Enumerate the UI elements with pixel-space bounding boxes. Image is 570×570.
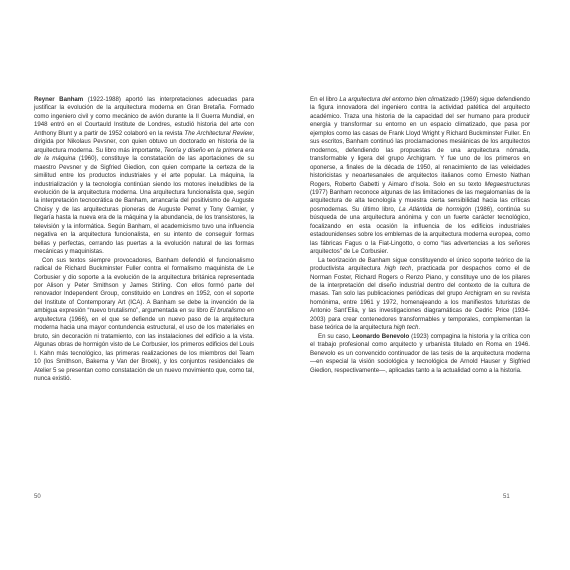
text-run: , dirigida por Nikolaus Pevsner, con quien obtuvo un doctorado en historia de la arquitectura moderna. Su libro más importante, (34, 129, 255, 154)
text-run: (1960), constituye la constatación de las aportaciones de su maestro Pevsner y de Sigfried Giedion, con quien comparte la certeza de la similitud entre los productos industriales y el arte popular. La máquina, la industrialización y la tecnología continúan siendo los motores ineludibles de la evolución de la arquitectura moderna. Una arquitectura funcionalista que, según la interpretación tecnocrática de Banham, arrancaría del positivismo de Auguste Choisy y de las arquitecturas pioneras de Auguste Perret y Tony Garnier, y llegaría hasta la nueva era de la máquina y la abundancia, de los transistores, la televisión y la informática. Según Banham, el academicismo tuvo una influencia negativa en la arquitectura funcionalista, en su intento de conseguir formas bellas y perfectas, cerrando las puertas a la evolución natural de las formas mecánicas y maquinistas. (34, 155, 254, 256)
text-run: (1969) sigue defendiendo la figura innovadora del ingeniero contra la actividad patética del arquitecto académico. Traza una historia de la capacidad del ser humano para producir energía y transformar su entorno en un espacio climatizado, que pasa por ejemplos como las casas de Frank Lloyd Wright y Richard Buckminster Fuller. En sus escritos, Banham continuó las proclamaciones mesiánicas de los arquitectos modernos, defendiendo las propuestas de una arquitectura nómada, transformable y ligera del grupo Archigram. Y fue uno de los primeros en oponerse, a finales de la década de 1950, al renacimiento de las veleidades historicistas y neoartesanales de arquitectos italianos como Ernesto Nathan Rogers, Roberto Gabetti y Aimaro d’Isola. Solo en su texto (310, 96, 531, 188)
text-run: Con sus textos siempre provocadores, Banham defendió el funcionalismo radical de Richard Buckminster Fuller contra el formalismo maquinista de Le Corbusier y dio soporte a la evolución de la arquitectura británica representada por Alison y Peter Smithson y James Stirling. Con ellos formó parte del renovador Independent Group, constituido en Londres en 1952, con el soporte del Institute of Contemporary Art (ICA). A Banham se debe la invención de la ambigua expresión “nuevo brutalismo”, argumentada en su libro (34, 256, 254, 315)
italic-title: Teoría y diseño en la primera era de la máquina (34, 146, 254, 163)
text-run: (1977) Banham reconoce algunas de las limitaciones de las megalomanías de la arquitectura de alta tecnología y muestra cierta sensibilidad hacia las críticas posmodernas. Su último libro, (310, 188, 530, 213)
italic-title: The Architectural Review (184, 129, 253, 137)
text-run: , practicada por despachos como el de Norman Foster, Richard Rogers o Renzo Piano, y constituye uno de los pilares de la interpretación del diseño industrial dentro del contexto de la cultura de masas. Tan solo las publicaciones periódicas del grupo Archigram en su revista homónima, entre 1961 y 1972, homenajeando a los manifiestos futuristas de Antonio Sant’Elia, y las investigaciones diagramáticas de Cedric Price (1934-2003) para crear contenedores transformables y temporales, complementan la base teórica de la arquitectura (310, 265, 530, 332)
right-page (310, 96, 530, 375)
text-run: (1922-1988) aportó las interpretaciones adecuadas para justificar la evolución de la arquitectura moderna en Gran Bretaña. Formado como ingeniero civil y como mecánico de avión durante la II Guerra Mundial, en 1948 entró en el Courtauld Institute de Londres, estudió historia del arte con Anthony Blunt y a partir de 1952 colaboró en la revista (34, 96, 254, 137)
italic-title: high tech (393, 324, 419, 332)
text-run: (1966), en el que se defiende un nuevo paso de la arquitectura moderna hacia una mayor contundencia estructural, el uso de los materiales en bruto, sin decoración ni tratamiento, con las instalaciones del edificio a la vista. Algunas obras de hormigón visto de Le Corbusier, los primeros edificios del Louis I. Kahn más tecnológico, las primeras realizaciones de los miembros del Team 10 (los Smithson, Bakema y Van der Broek), y los conjuntos residenciales de Atelier 5 se presentan como constatación de un nuevo movimiento que, como tal, nunca existió. (34, 315, 254, 382)
paragraph (34, 257, 254, 384)
italic-title: high tech (384, 265, 412, 273)
text-run: . (418, 324, 421, 332)
paragraph (310, 333, 530, 375)
left-page (34, 96, 254, 383)
text-run: La teorización de Banham sigue constituyendo el único soporte teórico de la productivista arquitectura (310, 256, 530, 273)
paragraph (34, 96, 254, 257)
bold-name: Leonardo Benevolo (352, 332, 410, 340)
italic-title: El brutalismo en arquitectura (34, 307, 254, 323)
paragraph (310, 96, 530, 257)
text-run: En su caso, (318, 332, 353, 340)
bold-name: Reyner Banham (34, 96, 84, 103)
right-page-text (310, 96, 530, 375)
text-run: En el libro (310, 96, 340, 103)
text-run: (1986), continúa su búsqueda de una arquitectura anónima y con un fuerte carácter tecnológico, focalizando en esta ocasión la influencia de los edificios industriales estadounidenses sobre los emblemas de la arquitectura moderna europea, como las fábricas Fagus o la Fiat-Lingotto, o como “las advertencias a los señores arquitectos” de Le Corbusier. (310, 205, 530, 256)
italic-title: La Atlántida de hormigón (398, 205, 472, 213)
text-run: (1923) compagina la historia y la crítica con el trabajo profesional como arquitecto y urbanista titulado en Roma en 1946. Benevolo es un convencido continuador de las tesis de la arquitectura moderna —en especial la visión sociológica y tecnológica de Arnold Hauser y Sigfried Giedion, respectivamente—, aplicadas tanto a la actualidad como a la historia. (310, 332, 530, 374)
left-page-text (34, 96, 254, 383)
paragraph (310, 257, 530, 333)
italic-title: La arquitectura del entorno bien climatizado (339, 96, 459, 103)
italic-title: Megaestructuras (484, 180, 530, 188)
page-number-left: 50 (34, 494, 41, 500)
page-number-right: 51 (503, 494, 510, 500)
